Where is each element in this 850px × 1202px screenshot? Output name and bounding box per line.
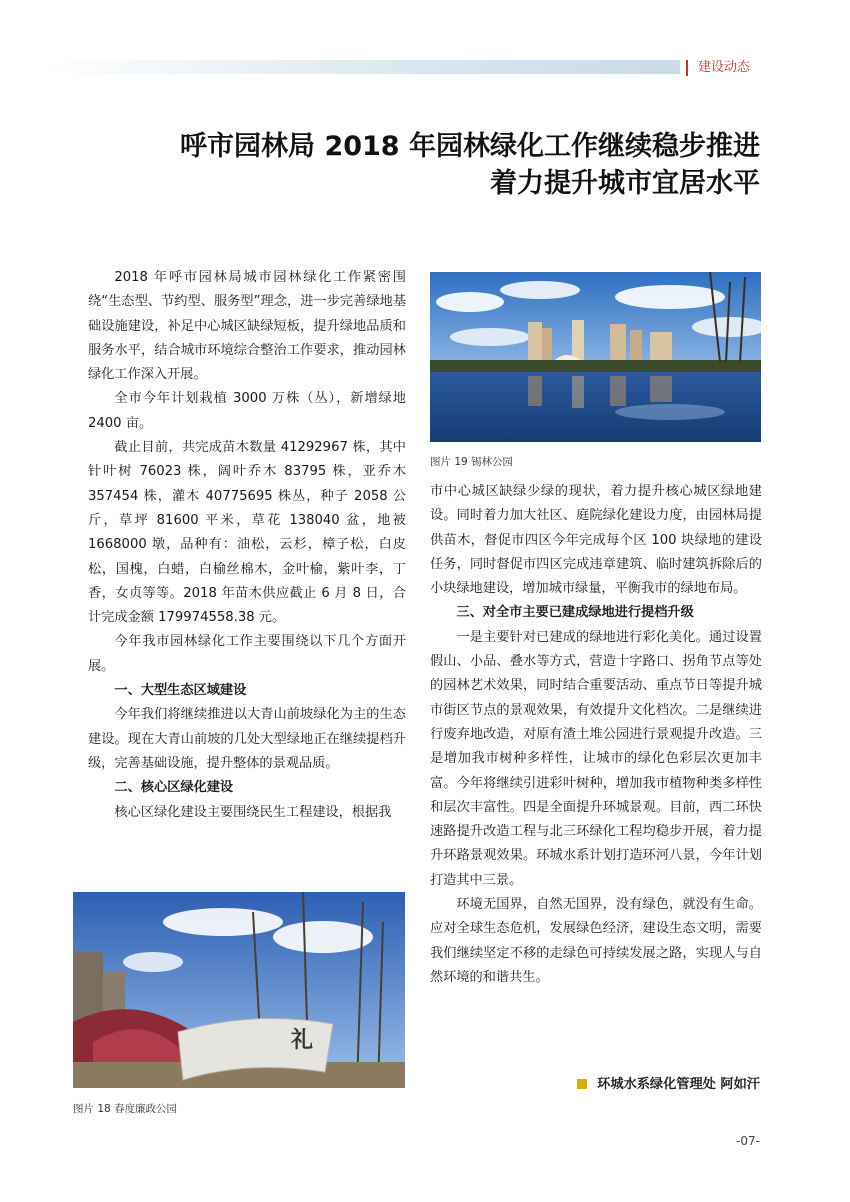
author-line xyxy=(577,1073,760,1092)
section-tag xyxy=(686,58,810,78)
section-heading-1: 一、大型生态区域建设 xyxy=(114,683,247,699)
paragraph: 全市今年计划栽植 3000 万株（丛），新增绿地 2400 亩。 xyxy=(88,391,406,431)
section-heading-3: 三、对全市主要已建成绿地进行提档升级 xyxy=(456,605,694,621)
photo-xilin-park-illustration xyxy=(430,272,761,442)
paragraph: 今年我们将继续推进以大青山前坡绿化为主的生态建设。现在大青山前坡的几处大型绿地正在继续提档升级，完善基础设施，提升整体的景观品质。 xyxy=(88,707,406,771)
author-marker-icon xyxy=(577,1079,587,1089)
photo-xilin-park xyxy=(430,272,761,442)
caption-photo-19: 图片 19 锡林公园 xyxy=(430,456,514,468)
author-name: 环城水系绿化管理处 阿如汗 xyxy=(597,1077,760,1092)
stone-engraving: 礼 xyxy=(291,1027,314,1053)
paragraph: 2018 年呼市园林局城市园林绿化工作紧密围绕“生态型、节约型、服务型”理念，进一步完善绿地基础设施建设，补足中心城区缺绿短板，提升绿地品质和服务水平，结合城市环境综合整治工作要求，推动园林绿化工作深入开展。 xyxy=(88,270,406,383)
paragraph: 市中心城区缺绿少绿的现状，着力提升核心城区绿地建设。同时着力加大社区、庭院绿化建设力度，由园林局提供苗木，督促市四区今年完成每个区 100 块绿地的建设任务，同时督促市四区完成违章建筑、临时建筑拆除后的小块绿地建设，增加城市绿量，平衡我市的绿地布局。 xyxy=(430,484,762,597)
caption-photo-18: 图片 18 春度廉政公园 xyxy=(73,1103,178,1115)
paragraph: 核心区绿化建设主要围绕民生工程建设，根据我 xyxy=(114,804,392,820)
right-column xyxy=(430,480,762,990)
photo-chundu-park-illustration xyxy=(73,892,405,1088)
header-band xyxy=(40,60,680,74)
title-line-2: 着力提升城市宜居水平 xyxy=(490,168,760,199)
paragraph: 环境无国界，自然无国界，没有绿色，就没有生命。应对全球生态危机，发展绿色经济，建设生态文明，需要我们继续坚定不移的走绿色可持续发展之路，实现人与自然环境的和谐共生。 xyxy=(430,897,762,985)
left-column xyxy=(88,266,406,825)
photo-chundu-park xyxy=(73,892,405,1088)
title-line-1: 呼市园林局 2018 年园林绿化工作继续稳步推进 xyxy=(180,131,760,162)
section-tag-label: 建设动态 xyxy=(698,60,751,75)
paragraph: 今年我市园林绿化工作主要围绕以下几个方面开展。 xyxy=(88,634,406,674)
paragraph: 截止目前，共完成苗木数量 41292967 株，其中针叶树 76023 株，阔叶乔木 83795 株，亚乔木 357454 株，灌木 40775695 株丛，种子 2058 公斤，草坪 81600 平米，草花 138040 盆，地被 1668000 墩，品种有：油松，云杉，樟子松，白皮松，国槐，白蜡，白榆丝棉木，金叶榆，紫叶李，丁香，女贞等等。2018 年苗木供应截止 6 月 8 日，合计完成金额 179974558.38 元。 xyxy=(88,440,406,626)
section-heading-2: 二、核心区绿化建设 xyxy=(114,780,234,796)
article-title xyxy=(80,128,760,202)
page-number: -07- xyxy=(736,1134,760,1148)
section-tag-bar xyxy=(686,60,688,76)
paragraph: 一是主要针对已建成的绿地进行彩化美化。通过设置假山、小品、叠水等方式，营造十字路口、拐角节点等处的园林艺术效果，同时结合重要活动、重点节日等提升城市街区节点的景观效果，有效提升文化档次。二是继续进行废弃地改造，对原有渣土堆公园进行景观提升改造。三是增加我市树种多样性，让城市的绿化色彩层次更加丰富。今年将继续引进彩叶树种，增加我市植物种类多样性和层次丰富性。四是全面提升环城景观。目前，西二环快速路提升改造工程与北三环绿化工程均稳步开展，着力提升环路景观效果。环城水系计划打造环河八景，今年计划打造其中三景。 xyxy=(430,629,762,888)
